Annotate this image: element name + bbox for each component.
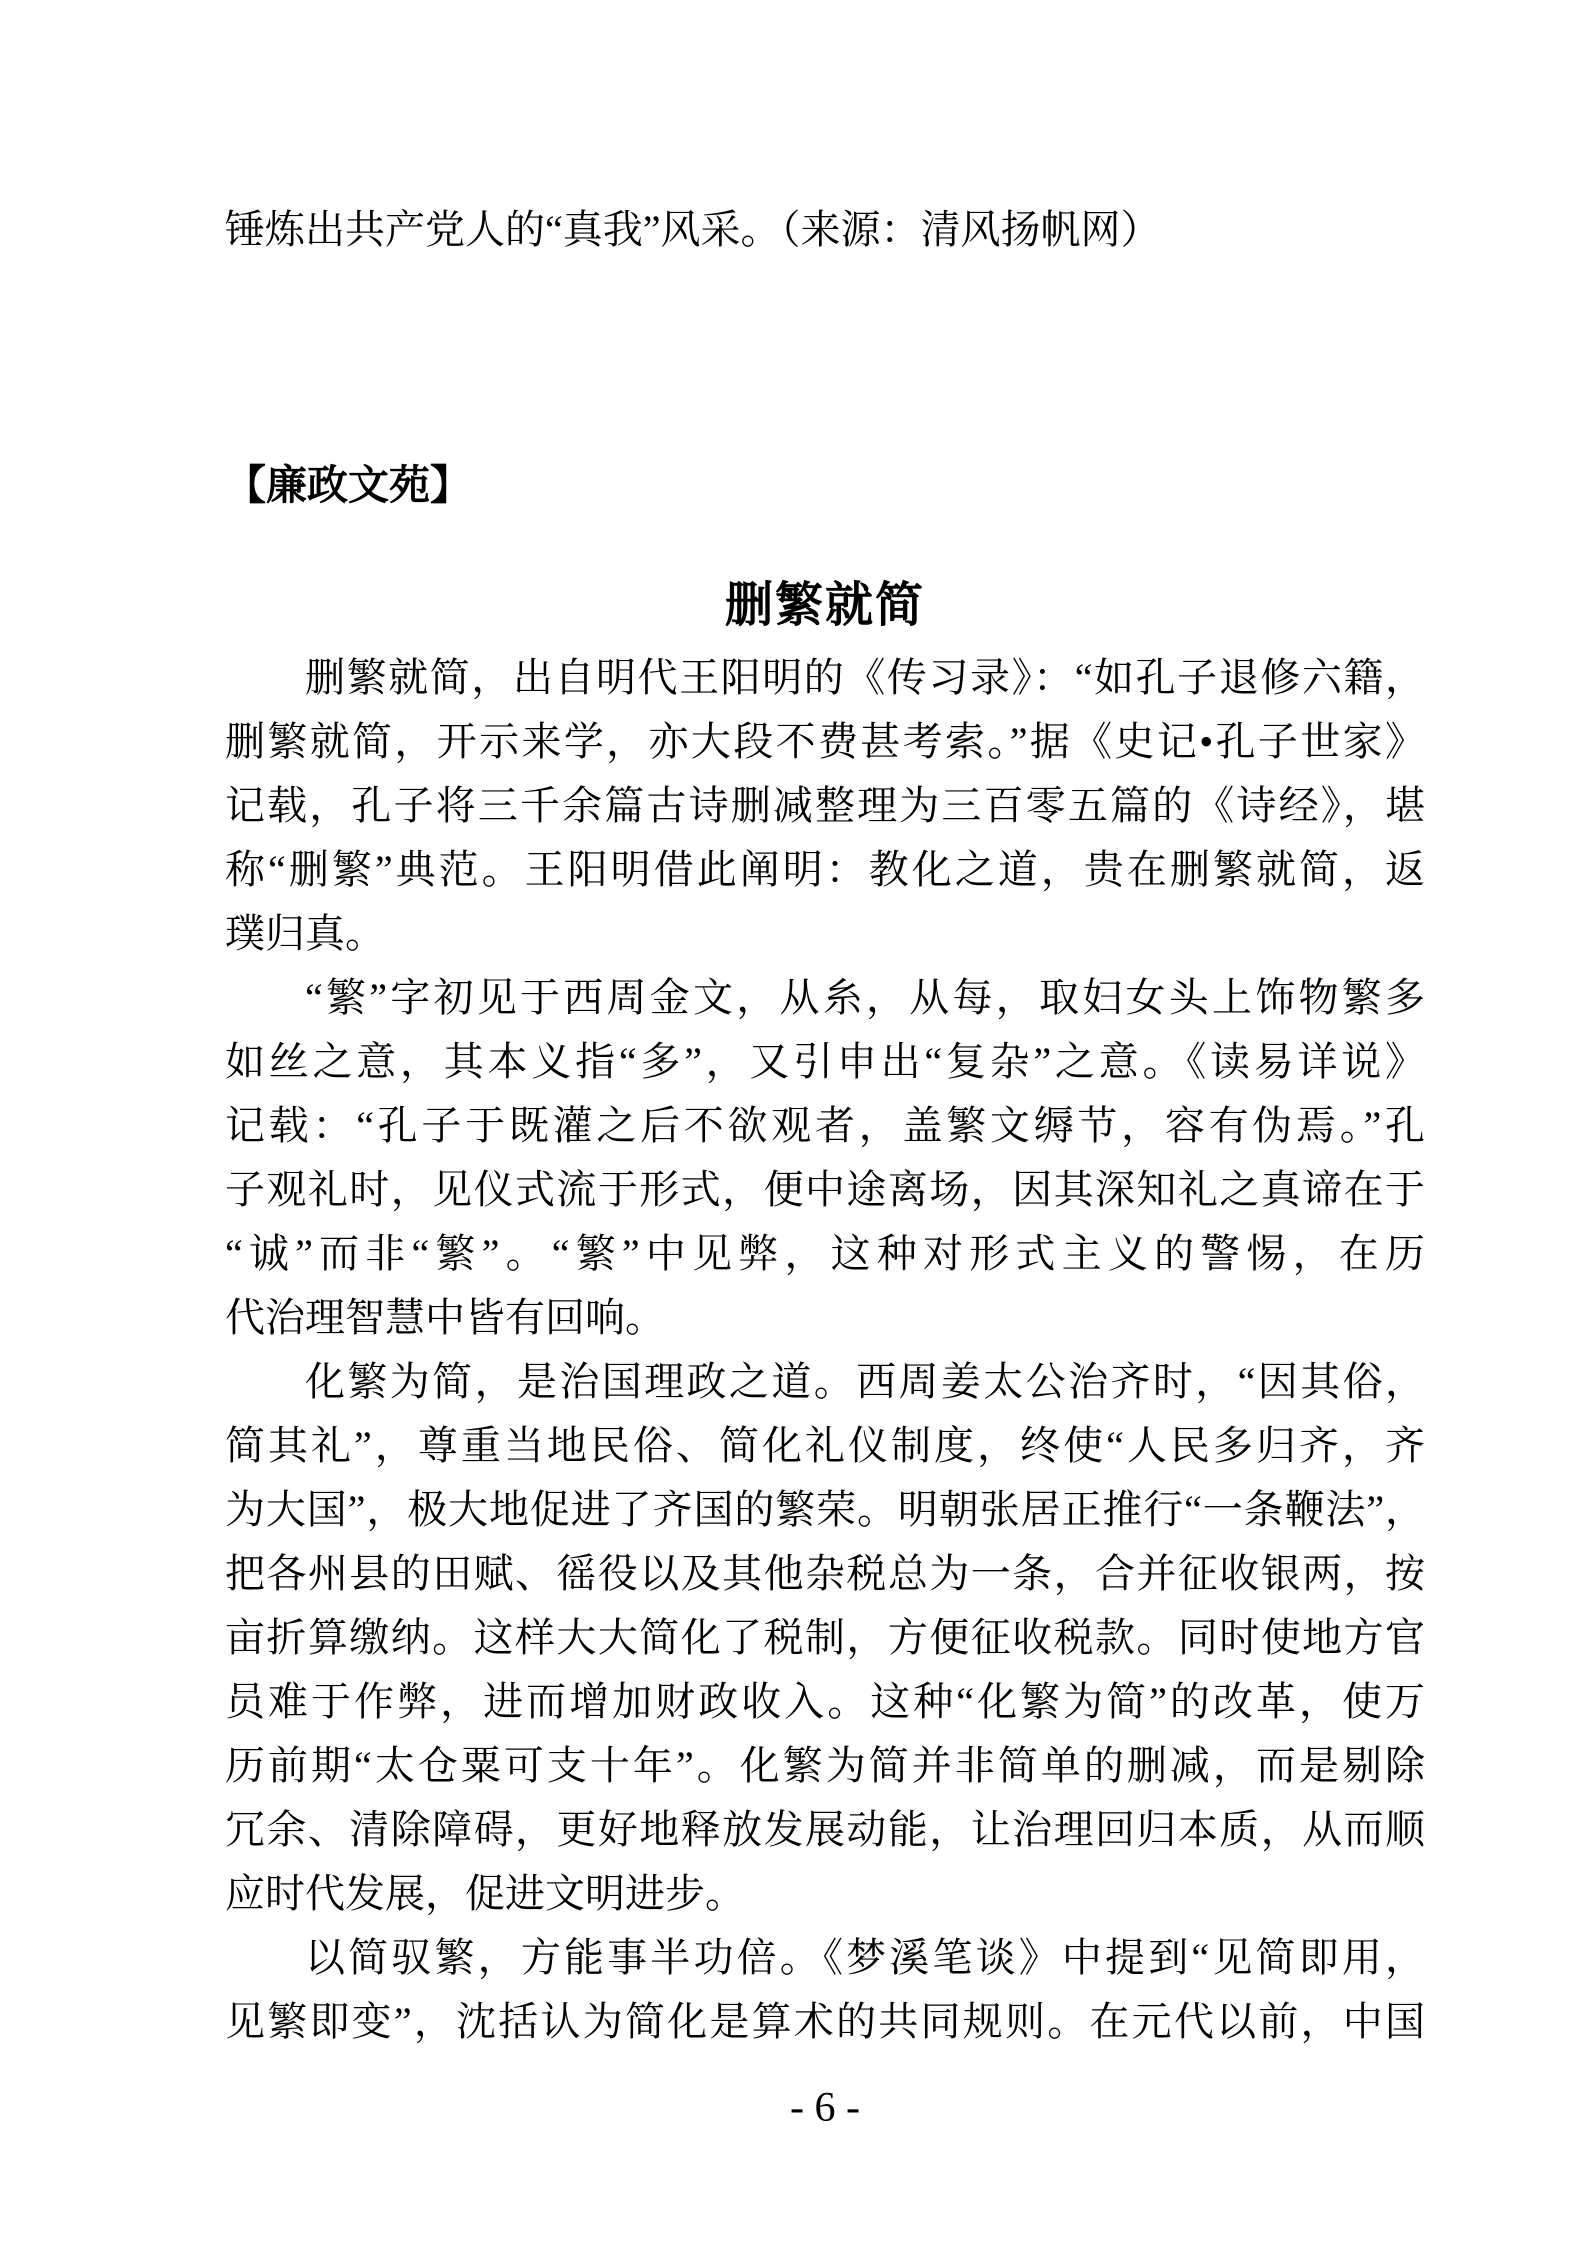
document-content (225, 0, 1425, 2136)
text-line: 把各州县的田赋、徭役以及其他杂税总为一条，合并征收银两，按 (225, 1551, 1425, 1596)
page-number: - 6 - (790, 2085, 860, 2131)
text-line: 记载，孔子将三千余篇古诗删减整理为三百零五篇的《诗经》，堪 (225, 783, 1425, 828)
article-body (225, 646, 1425, 2054)
text-line: 如丝之意，其本义指“多”，又引申出“复杂”之意。《读易详说》 (225, 1039, 1425, 1084)
text-line: 亩折算缴纳。这样大大简化了税制，方便征收税款。同时使地方官 (225, 1615, 1425, 1660)
text-line: 删繁就简，开示来学，亦大段不费甚考索。”据《史记•孔子世家》 (225, 719, 1425, 764)
text-line: “诚”而非“繁”。“繁”中见弊，这种对形式主义的警惕，在历 (225, 1231, 1425, 1276)
text-line: 记载：“孔子于既灌之后不欲观者，盖繁文缛节，容有伪焉。”孔 (225, 1103, 1425, 1148)
text-line: 以简驭繁，方能事半功倍。《梦溪笔谈》中提到“见简即用， (305, 1935, 1425, 1980)
text-line: 化繁为简，是治国理政之道。西周姜太公治齐时，“因其俗， (305, 1359, 1425, 1404)
text-line: 历前期“太仓粟可支十年”。化繁为简并非简单的删减，而是剔除 (225, 1743, 1425, 1788)
text-line: 称“删繁”典范。王阳明借此阐明：教化之道，贵在删繁就简，返 (225, 847, 1425, 892)
text-line: 员难于作弊，进而增加财政收入。这种“化繁为简”的改革，使万 (225, 1679, 1425, 1724)
section-header: 【廉政文苑】 (225, 462, 471, 508)
text-line: 删繁就简，出自明代王阳明的《传习录》：“如孔子退修六籍， (305, 655, 1425, 700)
text-line: 应时代发展，促进文明进步。 (225, 1871, 745, 1916)
text-line: 为大国”，极大地促进了齐国的繁荣。明朝张居正推行“一条鞭法”， (225, 1487, 1425, 1532)
continuation-paragraph-line: 锤炼出共产党人的“真我”风采。（来源：清风扬帆网） (225, 207, 1161, 252)
text-line: “繁”字初见于西周金文，从糸，从每，取妇女头上饰物繁多 (305, 975, 1425, 1020)
text-line: 子观礼时，见仪式流于形式，便中途离场，因其深知礼之真谛在于 (225, 1167, 1425, 1212)
article-title: 删繁就简 (724, 579, 925, 632)
text-line: 代治理智慧中皆有回响。 (225, 1295, 665, 1340)
text-line: 璞归真。 (225, 911, 385, 956)
text-line: 见繁即变”，沈括认为简化是算术的共同规则。在元代以前，中国 (225, 1999, 1425, 2044)
text-line: 冗余、清除障碍，更好地释放发展动能，让治理回归本质，从而顺 (225, 1807, 1425, 1852)
text-line: 简其礼”，尊重当地民俗、简化礼仪制度，终使“人民多归齐，齐 (225, 1423, 1425, 1468)
